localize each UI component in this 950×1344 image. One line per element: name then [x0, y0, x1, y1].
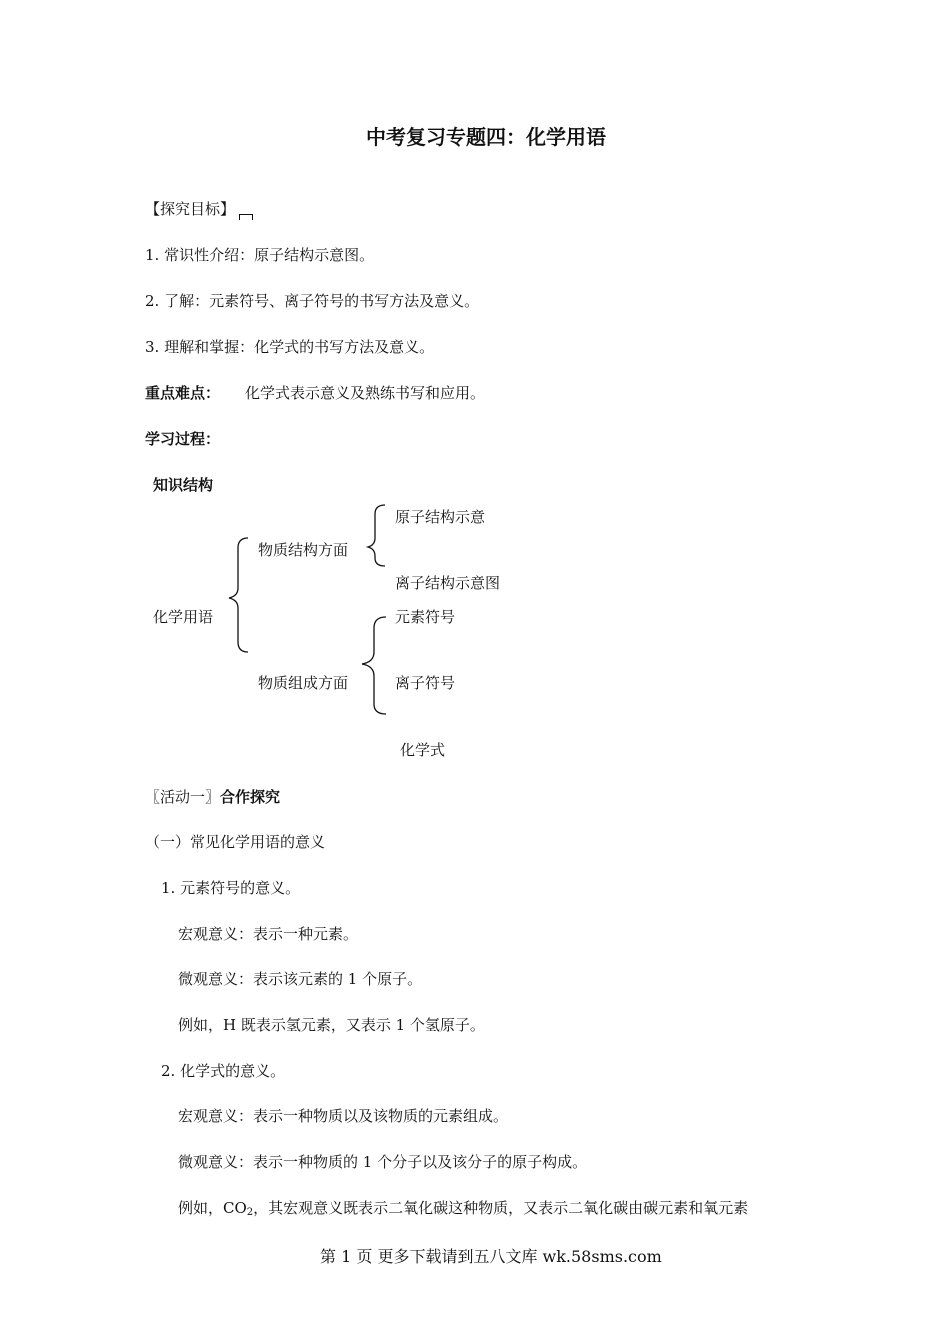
element-meaning-heading: 1. 元素符号的意义。 [161, 879, 301, 897]
structure-brace [368, 505, 385, 566]
page-footer: 第 1 页 更多下载请到五八文库 wk.58sms.com [320, 1247, 662, 1266]
activity-heading [145, 787, 280, 807]
section-heading: （一）常见化学用语的意义 [145, 833, 326, 851]
formula-meaning-heading: 2. 化学式的意义。 [161, 1062, 286, 1080]
formula-example-subscript: 2 [246, 1207, 254, 1218]
objectives-heading-text: 【探究目标】 [145, 200, 236, 218]
composition-label: 物质组成方面 [258, 674, 349, 692]
objective-item-2: 2. 了解：元素符号、离子符号的书写方法及意义。 [145, 292, 480, 310]
objectives-heading [145, 199, 253, 220]
key-points-label: 重点难点： [145, 384, 221, 402]
knowledge-heading: 知识结构 [153, 476, 214, 494]
page-title: 中考复习专题四：化学用语 [366, 125, 606, 149]
activity-title: 合作探究 [220, 788, 281, 806]
structure-label: 物质结构方面 [258, 541, 349, 559]
formula-micro: 微观意义：表示一种物质的 1 个分子以及该分子的原子构成。 [178, 1153, 588, 1171]
formula-example [178, 1198, 748, 1218]
knowledge-root: 化学用语 [153, 608, 214, 626]
objective-item-1: 1. 常识性介绍：原子结构示意图。 [145, 246, 375, 264]
text-cursor-mark [239, 214, 253, 220]
process-label: 学习过程： [145, 430, 221, 448]
element-example: 例如，H 既表示氢元素，又表示 1 个氢原子。 [178, 1016, 485, 1034]
formula-example-prefix: 例如，CO [178, 1199, 247, 1217]
structure-item-ion: 离子结构示意图 [395, 574, 501, 592]
activity-bracket: 〖活动一〗 [145, 788, 221, 806]
element-micro: 微观意义：表示该元素的 1 个原子。 [178, 970, 423, 988]
element-macro: 宏观意义：表示一种元素。 [178, 925, 359, 943]
formula-example-suffix: ，其宏观意义既表示二氧化碳这种物质，又表示二氧化碳由碳元素和氧元素 [253, 1199, 749, 1217]
root-brace [229, 538, 248, 652]
structure-item-atom: 原子结构示意 [395, 508, 486, 526]
key-points-text: 化学式表示意义及熟练书写和应用。 [245, 384, 486, 402]
objective-item-3: 3. 理解和掌握：化学式的书写方法及意义。 [145, 338, 435, 356]
formula-macro: 宏观意义：表示一种物质以及该物质的元素组成。 [178, 1107, 509, 1125]
composition-brace [362, 617, 386, 714]
composition-item-formula: 化学式 [400, 741, 446, 759]
composition-item-ion: 离子符号 [395, 674, 456, 692]
composition-item-element: 元素符号 [395, 608, 456, 626]
